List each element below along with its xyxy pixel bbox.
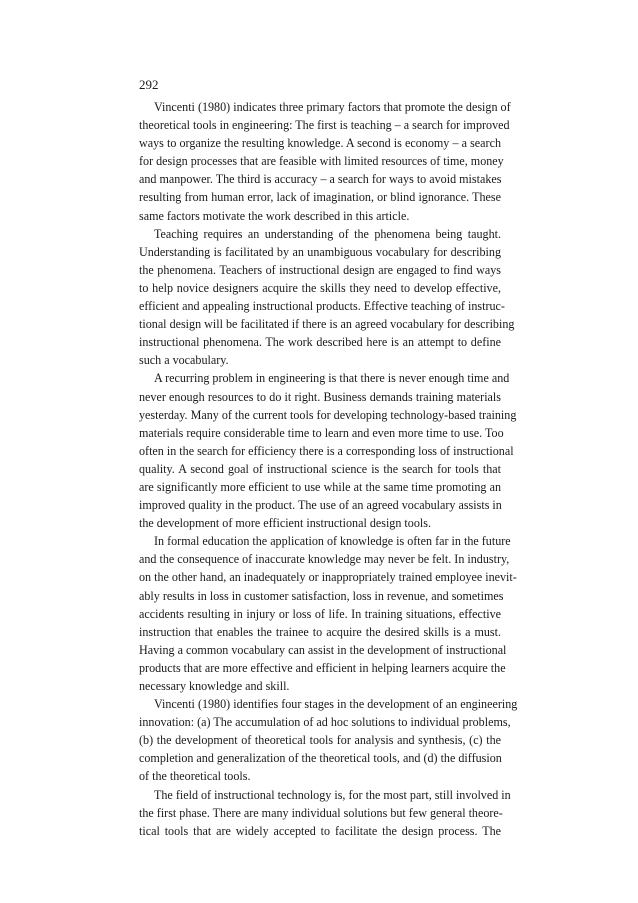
text-line: improved quality in the product. The use of an agreed vocabulary assists in: [139, 498, 502, 513]
text-line: tical tools that are widely accepted to facilitate the design process. The: [139, 823, 501, 838]
text-line: never enough resources to do it right. Business demands training materials: [139, 389, 501, 404]
text-line: Understanding is facilitated by an unambiguous vocabulary for describing: [139, 244, 501, 259]
text-line: necessary knowledge and skill.: [139, 679, 290, 693]
text-line: accidents resulting in injury or loss of life. In training situations, effective: [139, 606, 501, 621]
text-line: often in the search for efficiency there is a corresponding loss of instructional: [139, 443, 514, 458]
text-line: In formal education the application of knowledge is often far in the future: [154, 534, 511, 549]
text-line: and manpower. The third is accuracy – a search for ways to avoid mistakes: [139, 172, 502, 187]
text-line: A recurring problem in engineering is that there is never enough time and: [154, 371, 510, 386]
text-line: are significantly more efficient to use while at the same time promoting an: [139, 479, 501, 494]
text-line: instructional phenomena. The work described here is an attempt to define: [139, 335, 501, 350]
text-line: efficient and appealing instructional products. Effective teaching of instruc-: [139, 299, 505, 314]
page-number: 292: [139, 77, 159, 92]
paragraph: [139, 532, 517, 695]
paragraph: [139, 98, 511, 225]
text-line: Vincenti (1980) indicates three primary factors that promote the design of: [154, 100, 511, 114]
text-line: and the consequence of inaccurate knowledge may never be felt. In industry,: [139, 552, 510, 567]
text-line: tional design will be facilitated if there is an agreed vocabulary for describing: [139, 317, 515, 332]
text-line: yesterday. Many of the current tools for developing technology-based training: [139, 407, 517, 422]
body-text: [139, 98, 518, 840]
text-line: the phenomena. Teachers of instructional design are engaged to find ways: [139, 262, 501, 277]
text-line: materials require considerable time to learn and even more time to use. Too: [139, 425, 504, 440]
text-line: quality. A second goal of instructional science is the search for tools that: [139, 461, 501, 476]
text-line: products that are more effective and efficient in helping learners acquire the: [139, 660, 506, 675]
text-line: same factors motivate the work described in this article.: [139, 208, 410, 223]
text-line: resulting from human error, lack of imagination, or blind ignorance. These: [139, 190, 501, 205]
text-line: for design processes that are feasible with limited resources of time, money: [139, 154, 504, 169]
text-line: ways to organize the resulting knowledge. A second is economy – a search: [139, 136, 501, 151]
text-line: ably results in loss in customer satisfaction, loss in revenue, and sometimes: [139, 588, 504, 603]
text-line: The field of instructional technology is, for the most part, still involved in: [154, 787, 511, 802]
paragraph: [139, 369, 517, 532]
paragraph: [139, 225, 515, 370]
text-line: the first phase. There are many individual solutions but few general theore-: [139, 805, 503, 820]
paragraph: [139, 786, 511, 840]
text-line: theoretical tools in engineering: The first is teaching – a search for improved: [139, 118, 510, 133]
paragraph: [139, 695, 518, 785]
text-line: innovation: (a) The accumulation of ad hoc solutions to individual problems,: [139, 715, 511, 730]
text-line: instruction that enables the trainee to acquire the desired skills is a must.: [139, 624, 501, 639]
text-line: Vincenti (1980) identifies four stages in the development of an engineering: [154, 697, 518, 712]
text-line: on the other hand, an inadequately or inappropriately trained employee inevit-: [139, 570, 517, 585]
text-line: the development of more efficient instructional design tools.: [139, 516, 431, 531]
text-line: to help novice designers acquire the skills they need to develop effective,: [139, 280, 501, 295]
text-line: such a vocabulary.: [139, 353, 229, 368]
text-line: of the theoretical tools.: [139, 769, 251, 784]
text-line: (b) the development of theoretical tools for analysis and synthesis, (c) the: [139, 733, 501, 748]
text-line: Teaching requires an understanding of the phenomena being taught.: [154, 226, 501, 241]
text-line: completion and generalization of the theoretical tools, and (d) the diffusion: [139, 751, 502, 766]
text-line: Having a common vocabulary can assist in the development of instructional: [139, 642, 507, 657]
